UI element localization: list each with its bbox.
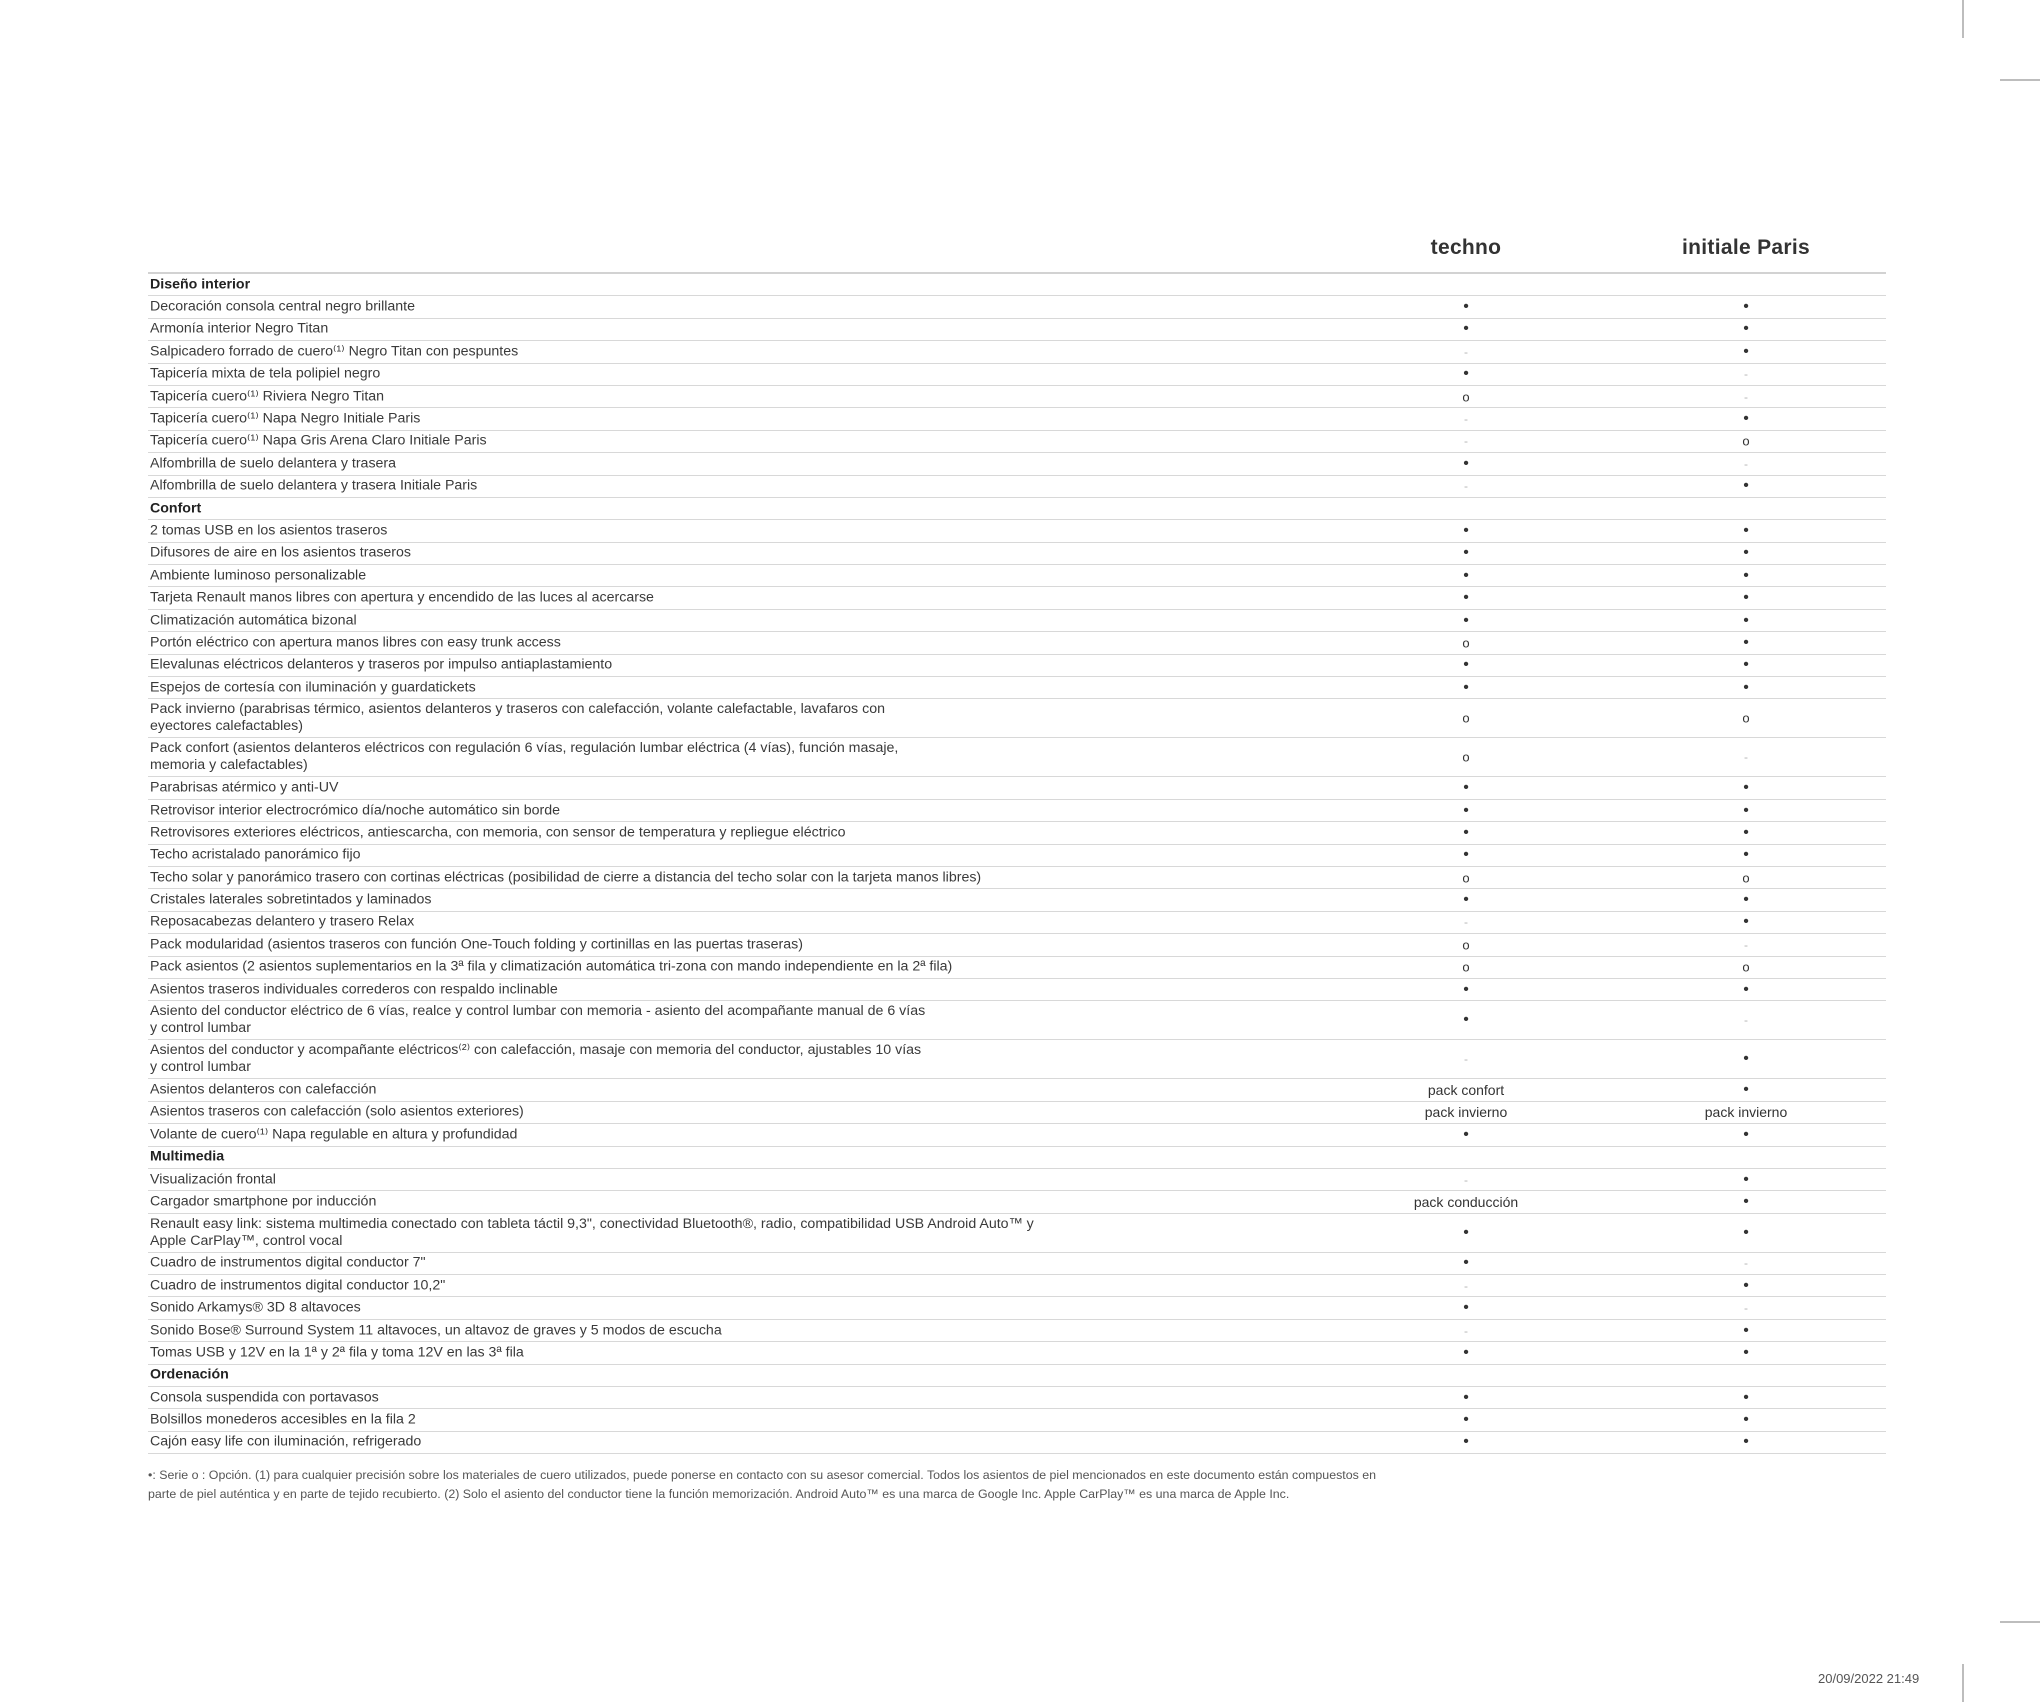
initiale-paris-value: - (1744, 367, 1748, 382)
section-header-row (148, 274, 1886, 296)
initiale-paris-value: • (1743, 801, 1749, 819)
feature-label: Elevalunas eléctricos delanteros y traseros por impulso antiaplastamiento (150, 656, 613, 673)
table-row (148, 364, 1886, 386)
table-row (148, 453, 1886, 475)
initiale-paris-value: - (1744, 456, 1748, 471)
table-row (148, 867, 1886, 889)
footnote: •: Serie o : Opción. (1) para cualquier precisión sobre los materiales de cuero utilizados, puede ponerse en contacto con su asesor comercial. Todos los asientos de piel mencionados en este documento están compuestos en parte de piel auténtica y en parte de tejido recubierto. (2) Solo el asiento del conductor tiene la función memorización. Android Auto™ es una marca de Google Inc. Apple CarPlay™ es una marca de Apple Inc. (148, 1468, 1377, 1501)
feature-label: Cajón easy life con iluminación, refrigerado (150, 1433, 422, 1450)
table-row (148, 1342, 1886, 1364)
table-row (148, 610, 1886, 632)
table-row (148, 543, 1886, 565)
table-row (148, 1102, 1886, 1124)
feature-label: Ambiente luminoso personalizable (150, 567, 367, 584)
feature-label: Reposacabezas delantero y trasero Relax (150, 913, 415, 930)
feature-label: Techo solar y panorámico trasero con cortinas eléctricas (posibilidad de cierre a distancia del techo solar con la tarjeta manos libres) (150, 869, 982, 886)
table-row (148, 520, 1886, 542)
feature-label: Sonido Arkamys® 3D 8 altavoces (150, 1299, 361, 1316)
initiale-paris-value: • (1743, 342, 1749, 360)
initiale-paris-value: • (1743, 980, 1749, 998)
initiale-paris-value: • (1743, 1411, 1749, 1429)
table-row (148, 296, 1886, 318)
techno-value: - (1464, 915, 1468, 930)
techno-value: • (1463, 1388, 1469, 1406)
initiale-paris-value: • (1743, 544, 1749, 562)
table-row (148, 1275, 1886, 1297)
initiale-paris-value: • (1743, 846, 1749, 864)
initiale-paris-value: o (1742, 433, 1750, 449)
table-row (148, 845, 1886, 867)
section-title: Ordenación (150, 1366, 229, 1383)
feature-label: Cristales laterales sobretintados y laminados (150, 891, 432, 908)
techno-value: • (1463, 566, 1469, 584)
initiale-paris-value: • (1743, 611, 1749, 629)
techno-value: • (1463, 1411, 1469, 1429)
table-row (148, 1191, 1886, 1213)
initiale-paris-value: • (1743, 656, 1749, 674)
techno-value: • (1463, 779, 1469, 797)
feature-label: Retrovisor interior electrocrómico día/noche automático sin borde (150, 802, 561, 818)
initiale-paris-value: • (1743, 823, 1749, 841)
feature-label: Tapicería mixta de tela polipiel negro (150, 365, 381, 382)
initiale-paris-value: • (1743, 1050, 1749, 1068)
feature-label: Cargador smartphone por inducción (150, 1193, 377, 1210)
section-title: Confort (150, 500, 202, 517)
techno-value: • (1463, 801, 1469, 819)
techno-value: • (1463, 846, 1469, 864)
techno-value: pack conducción (1413, 1193, 1519, 1210)
techno-value: o (1462, 635, 1470, 651)
feature-label: Parabrisas atérmico y anti-UV (150, 779, 339, 796)
techno-value: - (1464, 344, 1468, 359)
feature-label: Renault easy link: sistema multimedia conectado con tableta táctil 9,3", conectividad Bluetooth®, radio, compatibilidad USB Android Auto™ y Apple CarPlay™, control vocal (150, 1215, 1034, 1249)
techno-value: o (1462, 710, 1470, 726)
feature-label: Visualización frontal (150, 1171, 276, 1188)
techno-value: • (1463, 589, 1469, 607)
initiale-paris-value: • (1743, 410, 1749, 428)
initiale-paris-value: o (1742, 959, 1750, 975)
initiale-paris-value: • (1743, 1223, 1749, 1241)
feature-label: Bolsillos monederos accesibles en la fila 2 (150, 1411, 416, 1428)
feature-label: Techo acristalado panorámico fijo (150, 846, 361, 863)
section-header-row (148, 498, 1886, 520)
feature-label: Espejos de cortesía con iluminación y guardatickets (150, 679, 476, 696)
techno-value: - (1464, 412, 1468, 427)
initiale-paris-value: • (1743, 477, 1749, 495)
initiale-paris-value: - (1744, 1013, 1748, 1028)
column-header-techno: techno (1430, 236, 1502, 259)
table-row (148, 1387, 1886, 1409)
table-row (148, 476, 1886, 498)
techno-value: • (1463, 365, 1469, 383)
initiale-paris-value: • (1743, 1433, 1749, 1451)
feature-label: Pack asientos (2 asientos suplementarios en la 3ª fila y climatización automática tri-zona con mando independiente en la 2ª fila) (150, 958, 953, 975)
table-row (148, 777, 1886, 799)
table-row (148, 800, 1886, 822)
table-row (148, 979, 1886, 1001)
table-row (148, 1214, 1886, 1253)
techno-value: • (1463, 891, 1469, 909)
initiale-paris-value: - (1744, 750, 1748, 765)
feature-label: Tapicería cuero⁽¹⁾ Riviera Negro Titan (150, 388, 385, 405)
initiale-paris-value: • (1743, 1192, 1749, 1210)
initiale-paris-value: • (1743, 566, 1749, 584)
feature-label: Tapicería cuero⁽¹⁾ Napa Negro Initiale Paris (150, 410, 421, 427)
section-header-row (148, 1365, 1886, 1387)
initiale-paris-value: • (1743, 1081, 1749, 1099)
table-row (148, 408, 1886, 430)
table-row (148, 1253, 1886, 1275)
techno-value: • (1463, 1223, 1469, 1241)
feature-label: Alfombrilla de suelo delantera y trasera (150, 455, 397, 472)
initiale-paris-value: • (1743, 891, 1749, 909)
feature-label: Tapicería cuero⁽¹⁾ Napa Gris Arena Claro Initiale Paris (150, 432, 487, 449)
table-row (148, 1124, 1886, 1146)
feature-label: Asiento del conductor eléctrico de 6 vías, realce y control lumbar con memoria - asiento del acompañante manual de 6 vías y control lumbar (150, 1003, 926, 1037)
initiale-paris-value: o (1742, 870, 1750, 886)
crop-mark (2000, 1621, 2040, 1623)
techno-value: - (1464, 1052, 1468, 1067)
feature-label: Asientos delanteros con calefacción (150, 1081, 377, 1098)
table-row (148, 934, 1886, 956)
initiale-paris-value: - (1744, 1256, 1748, 1271)
table-header (148, 226, 1886, 274)
timestamp: 20/09/2022 21:49 (1818, 1671, 1920, 1686)
techno-value: • (1463, 1343, 1469, 1361)
techno-value: o (1462, 870, 1470, 886)
initiale-paris-value: • (1743, 913, 1749, 931)
table-row (148, 699, 1886, 738)
feature-label: Pack invierno (parabrisas térmico, asientos delanteros y traseros con calefacción, volante calefactable, lavafaros con eyectores calefactables) (150, 701, 885, 735)
table-row (148, 1001, 1886, 1040)
feature-label: Tomas USB y 12V en la 1ª y 2ª fila y toma 12V en las 3ª fila (150, 1344, 524, 1361)
initiale-paris-value: - (1744, 937, 1748, 952)
initiale-paris-value: • (1743, 1321, 1749, 1339)
techno-value: • (1463, 656, 1469, 674)
table-row (148, 677, 1886, 699)
feature-label: Difusores de aire en los asientos traseros (150, 544, 412, 561)
table-row (148, 1169, 1886, 1191)
table-row (148, 1409, 1886, 1431)
initiale-paris-value: • (1743, 298, 1749, 316)
techno-value: • (1463, 823, 1469, 841)
section-header-row (148, 1147, 1886, 1169)
feature-label: Climatización automática bizonal (150, 612, 357, 629)
initiale-paris-value: - (1744, 389, 1748, 404)
initiale-paris-value: • (1743, 1388, 1749, 1406)
feature-label: Portón eléctrico con apertura manos libres con easy trunk access (150, 634, 561, 651)
techno-value: • (1463, 1299, 1469, 1317)
feature-label: Alfombrilla de suelo delantera y trasera Initiale Paris (150, 477, 478, 494)
techno-value: • (1463, 454, 1469, 472)
table-row (148, 957, 1886, 979)
techno-value: o (1462, 959, 1470, 975)
table-row (148, 587, 1886, 609)
initiale-paris-value: • (1743, 320, 1749, 338)
techno-value: • (1463, 521, 1469, 539)
spec-table (148, 226, 1886, 1454)
column-header-initiale-paris: initiale Paris (1682, 236, 1810, 259)
initiale-paris-value: pack invierno (1704, 1104, 1788, 1121)
techno-value: • (1463, 544, 1469, 562)
techno-value: - (1464, 1323, 1468, 1338)
techno-value: o (1462, 749, 1470, 765)
feature-label: Cuadro de instrumentos digital conductor 10,2" (150, 1277, 446, 1294)
feature-label: Pack modularidad (asientos traseros con función One-Touch folding y cortinillas en las puertas traseras) (150, 936, 803, 953)
table-row (148, 655, 1886, 677)
table-row (148, 1079, 1886, 1101)
initiale-paris-value: • (1743, 1343, 1749, 1361)
table-row (148, 386, 1886, 408)
feature-label: Retrovisores exteriores eléctricos, antiescarcha, con memoria, con sensor de temperatura y repliegue eléctrico (150, 824, 846, 841)
table-row (148, 1432, 1886, 1454)
feature-label: Salpicadero forrado de cuero⁽¹⁾ Negro Titan con pespuntes (150, 343, 519, 360)
section-title: Diseño interior (150, 276, 251, 293)
initiale-paris-value: • (1743, 633, 1749, 651)
table-body (148, 274, 1886, 1454)
techno-value: - (1464, 1278, 1468, 1293)
feature-label: Cuadro de instrumentos digital conductor 7" (150, 1254, 426, 1271)
feature-label: Volante de cuero⁽¹⁾ Napa regulable en altura y profundidad (150, 1126, 518, 1143)
techno-value: • (1463, 1011, 1469, 1029)
techno-value: • (1463, 320, 1469, 338)
initiale-paris-value: o (1742, 710, 1750, 726)
initiale-paris-value: • (1743, 1170, 1749, 1188)
techno-value: • (1463, 1433, 1469, 1451)
techno-value: o (1462, 937, 1470, 953)
initiale-paris-value: • (1743, 1276, 1749, 1294)
table-row (148, 738, 1886, 777)
table-row (148, 341, 1886, 363)
initiale-paris-value: • (1743, 521, 1749, 539)
table-row (148, 431, 1886, 453)
feature-label: Decoración consola central negro brillante (150, 298, 415, 315)
section-title: Multimedia (150, 1148, 225, 1165)
feature-label: Asientos del conductor y acompañante eléctricos⁽²⁾ con calefacción, masaje con memoria del conductor, ajustables 10 vías y control lumbar (150, 1042, 922, 1076)
techno-value: • (1463, 678, 1469, 696)
feature-label: Asientos traseros con calefacción (solo asientos exteriores) (150, 1103, 524, 1120)
techno-value: • (1463, 980, 1469, 998)
feature-label: Armonía interior Negro Titan (150, 320, 329, 337)
techno-value: - (1464, 1172, 1468, 1187)
initiale-paris-value: • (1743, 779, 1749, 797)
table-row (148, 319, 1886, 341)
techno-value: pack confort (1427, 1082, 1505, 1099)
techno-value: • (1463, 1125, 1469, 1143)
feature-label: Asientos traseros individuales correderos con respaldo inclinable (150, 981, 558, 998)
table-row (148, 822, 1886, 844)
techno-value: • (1463, 1254, 1469, 1272)
initiale-paris-value: • (1743, 589, 1749, 607)
techno-value: • (1463, 611, 1469, 629)
table-row (148, 1297, 1886, 1319)
techno-value: - (1464, 479, 1468, 494)
table-row (148, 632, 1886, 654)
table-row (148, 1040, 1886, 1079)
feature-label: Consola suspendida con portavasos (150, 1389, 379, 1406)
techno-value: - (1464, 434, 1468, 449)
table-row (148, 912, 1886, 934)
crop-mark (1962, 0, 1964, 38)
initiale-paris-value: - (1744, 1301, 1748, 1316)
techno-value: pack invierno (1424, 1104, 1508, 1121)
initiale-paris-value: • (1743, 678, 1749, 696)
table-row (148, 565, 1886, 587)
feature-label: Sonido Bose® Surround System 11 altavoces, un altavoz de graves y 5 modos de escucha (150, 1322, 722, 1339)
feature-label: Tarjeta Renault manos libres con apertura y encendido de las luces al acercarse (150, 589, 654, 606)
techno-value: • (1463, 298, 1469, 316)
techno-value: o (1462, 389, 1470, 405)
table-row (148, 889, 1886, 911)
feature-label: Pack confort (asientos delanteros eléctricos con regulación 6 vías, regulación lumbar eléctrica (4 vías), función masaje, memoria y calefactables) (150, 740, 899, 774)
feature-label: 2 tomas USB en los asientos traseros (150, 522, 388, 539)
crop-mark (2000, 79, 2040, 81)
table-row (148, 1320, 1886, 1342)
initiale-paris-value: • (1743, 1125, 1749, 1143)
crop-mark (1962, 1664, 1964, 1702)
